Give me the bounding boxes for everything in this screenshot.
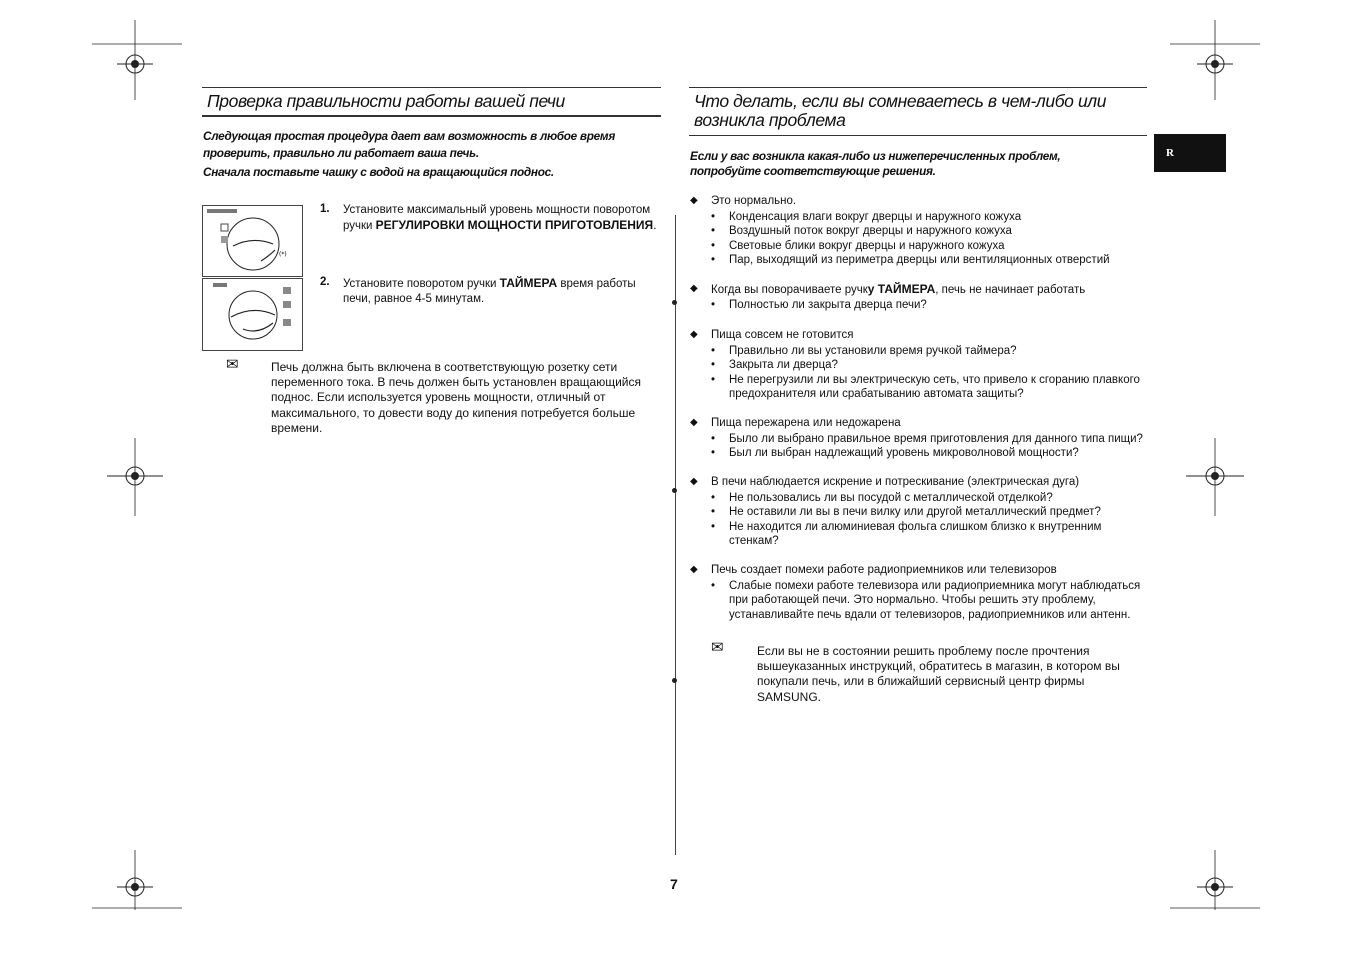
problem-heading: Пища совсем не готовится	[711, 329, 854, 341]
diamond-bullet-icon: ◆	[690, 417, 698, 428]
solution-bullet: • Был ли выбран надлежащий уровень микроволновой мощности?	[711, 447, 1079, 460]
diamond-bullet-icon: ◆	[690, 329, 698, 340]
binding-dot	[672, 488, 677, 493]
binding-dot	[672, 678, 677, 683]
step-2-line-1: Установите поворотом ручки ТАЙМЕРА время работы	[343, 276, 636, 290]
solution-bullet: • Не оставили ли вы в печи вилку или другой металлический предмет?	[711, 506, 1101, 519]
right-note-line: вышеуказанных инструкций, обратитесь в магазин, в котором вы	[757, 659, 1120, 674]
note-icon: ✉	[226, 356, 239, 373]
solution-bullet: • Не находится ли алюминиевая фольга слишком близко к внутренним стенкам?	[711, 520, 1102, 547]
left-title-rule-top	[202, 87, 661, 88]
right-note-line: SAMSUNG.	[757, 689, 822, 704]
solution-bullet: • Конденсация влаги вокруг дверцы и наружного кожуха	[711, 211, 1022, 223]
binding-dot	[672, 300, 677, 305]
left-note	[271, 360, 641, 436]
left-page-title: Проверка правильности работы вашей печи	[207, 91, 565, 111]
solution-bullet: • Воздушный поток вокруг дверцы и наружного кожуха	[711, 225, 1012, 238]
language-tab	[1154, 134, 1226, 172]
solution-bullet: • Правильно ли вы установили время ручкой таймера?	[711, 345, 1017, 357]
right-page-title-line-1: Что делать, если вы сомневаетесь в чем-либо или	[694, 91, 1107, 111]
diamond-bullet-icon: ◆	[690, 283, 698, 294]
right-note-line: Если вы не в состоянии решить проблему после прочтения	[757, 644, 1090, 658]
left-intro-line-1: Следующая простая процедура дает вам возможность в любое время	[203, 129, 615, 143]
crop-mark-top-right	[1170, 20, 1260, 100]
step-1-line-2: ручки РЕГУЛИРОВКИ МОЩНОСТИ ПРИГОТОВЛЕНИЯ.	[343, 218, 657, 232]
crop-mark-mid-right	[1186, 438, 1246, 518]
problem-heading: В печи наблюдается искрение и потрескивание (электрическая дуга)	[711, 476, 1080, 488]
crop-mark-mid-left	[107, 438, 167, 518]
right-intro-line-1: Если у вас возникла какая-либо из нижеперечисленных проблем,	[690, 149, 1061, 163]
right-title-rule-bottom	[689, 135, 1147, 136]
left-intro-line-2: проверить, правильно ли работает ваша печь.	[203, 146, 479, 160]
solution-bullet: • Было ли выбрано правильное время приготовления для данного типа пищи?	[711, 433, 1143, 445]
problem-heading: Печь создает помехи работе радиоприемников или телевизоров	[711, 564, 1057, 576]
step-1-number: 1.	[320, 203, 330, 215]
diamond-bullet-icon: ◆	[690, 195, 698, 206]
solution-bullet: • Не перегрузили ли вы электрическую сеть, что привело к сгоранию плавкого предохранителя или срабатыванию автомата защиты?	[711, 373, 1140, 400]
right-page-title-line-2: возникла проблема	[694, 110, 846, 130]
left-note-line: переменного тока. В печь должен быть установлен вращающийся	[271, 375, 641, 390]
solution-bullet: • Слабые помехи работе телевизора или радиоприемника могут наблюдаться при работающей печи. Это нормально. Чтобы решить эту проблему, устанавливайте печь вдали от телевизоров, радиоприемников или антенн.	[711, 580, 1141, 621]
solution-bullet: • Закрыта ли дверца?	[711, 359, 838, 372]
step-1-line-1: Установите максимальный уровень мощности поворотом	[343, 204, 651, 216]
note-icon: ✉	[711, 639, 724, 656]
step-2-text	[343, 276, 636, 307]
right-note-line: покупали печь, или в ближайший сервисный центр фирмы	[757, 674, 1085, 689]
solution-bullet: • Световые блики вокруг дверцы и наружного кожуха	[711, 239, 1005, 252]
solution-bullet: • Полностью ли закрыта дверца печи?	[711, 299, 927, 311]
right-intro-line-2: попробуйте соответствующие решения.	[690, 164, 936, 178]
step-2-number: 2.	[320, 276, 330, 288]
timer-dial-illustration	[202, 278, 303, 351]
left-note-line: Печь должна быть включена в соответствующую розетку сети	[271, 360, 618, 374]
right-note	[757, 644, 1120, 705]
diamond-bullet-icon: ◆	[690, 476, 698, 487]
left-note-line: максимального, то довести воду до кипения потребуется больше	[271, 405, 636, 420]
step-1-text	[343, 203, 656, 234]
left-note-line: времени.	[271, 420, 323, 435]
language-tab-label: R	[1166, 147, 1174, 159]
left-title-rule-bottom	[202, 115, 661, 117]
crop-mark-bottom-right	[1170, 850, 1260, 930]
left-note-line: поднос. Если используется уровень мощности, отличный от	[271, 390, 606, 405]
solution-bullet: • Не пользовались ли вы посудой с металлической отделкой?	[711, 492, 1053, 504]
right-title-rule-top	[689, 87, 1147, 88]
diamond-bullet-icon: ◆	[690, 564, 698, 575]
page-number: 7	[670, 876, 678, 892]
crop-mark-top-left	[92, 20, 182, 100]
left-intro-line-3: Сначала поставьте чашку с водой на вращающийся поднос.	[203, 165, 554, 179]
power-dial-illustration	[202, 205, 303, 277]
svg-text:(*): (*)	[279, 251, 287, 258]
center-divider	[675, 215, 676, 855]
step-2-line-2: печи, равное 4-5 минутам.	[343, 293, 485, 305]
crop-mark-bottom-left	[92, 850, 182, 930]
problem-heading: Это нормально.	[711, 195, 797, 207]
problem-heading: Когда вы поворачиваете ручку ТАЙМЕРА, печь не начинает работать	[711, 282, 1086, 296]
solution-bullet: • Пар, выходящий из периметра дверцы или вентиляционных отверстий	[711, 253, 1110, 266]
problem-heading: Пища пережарена или недожарена	[711, 417, 901, 429]
